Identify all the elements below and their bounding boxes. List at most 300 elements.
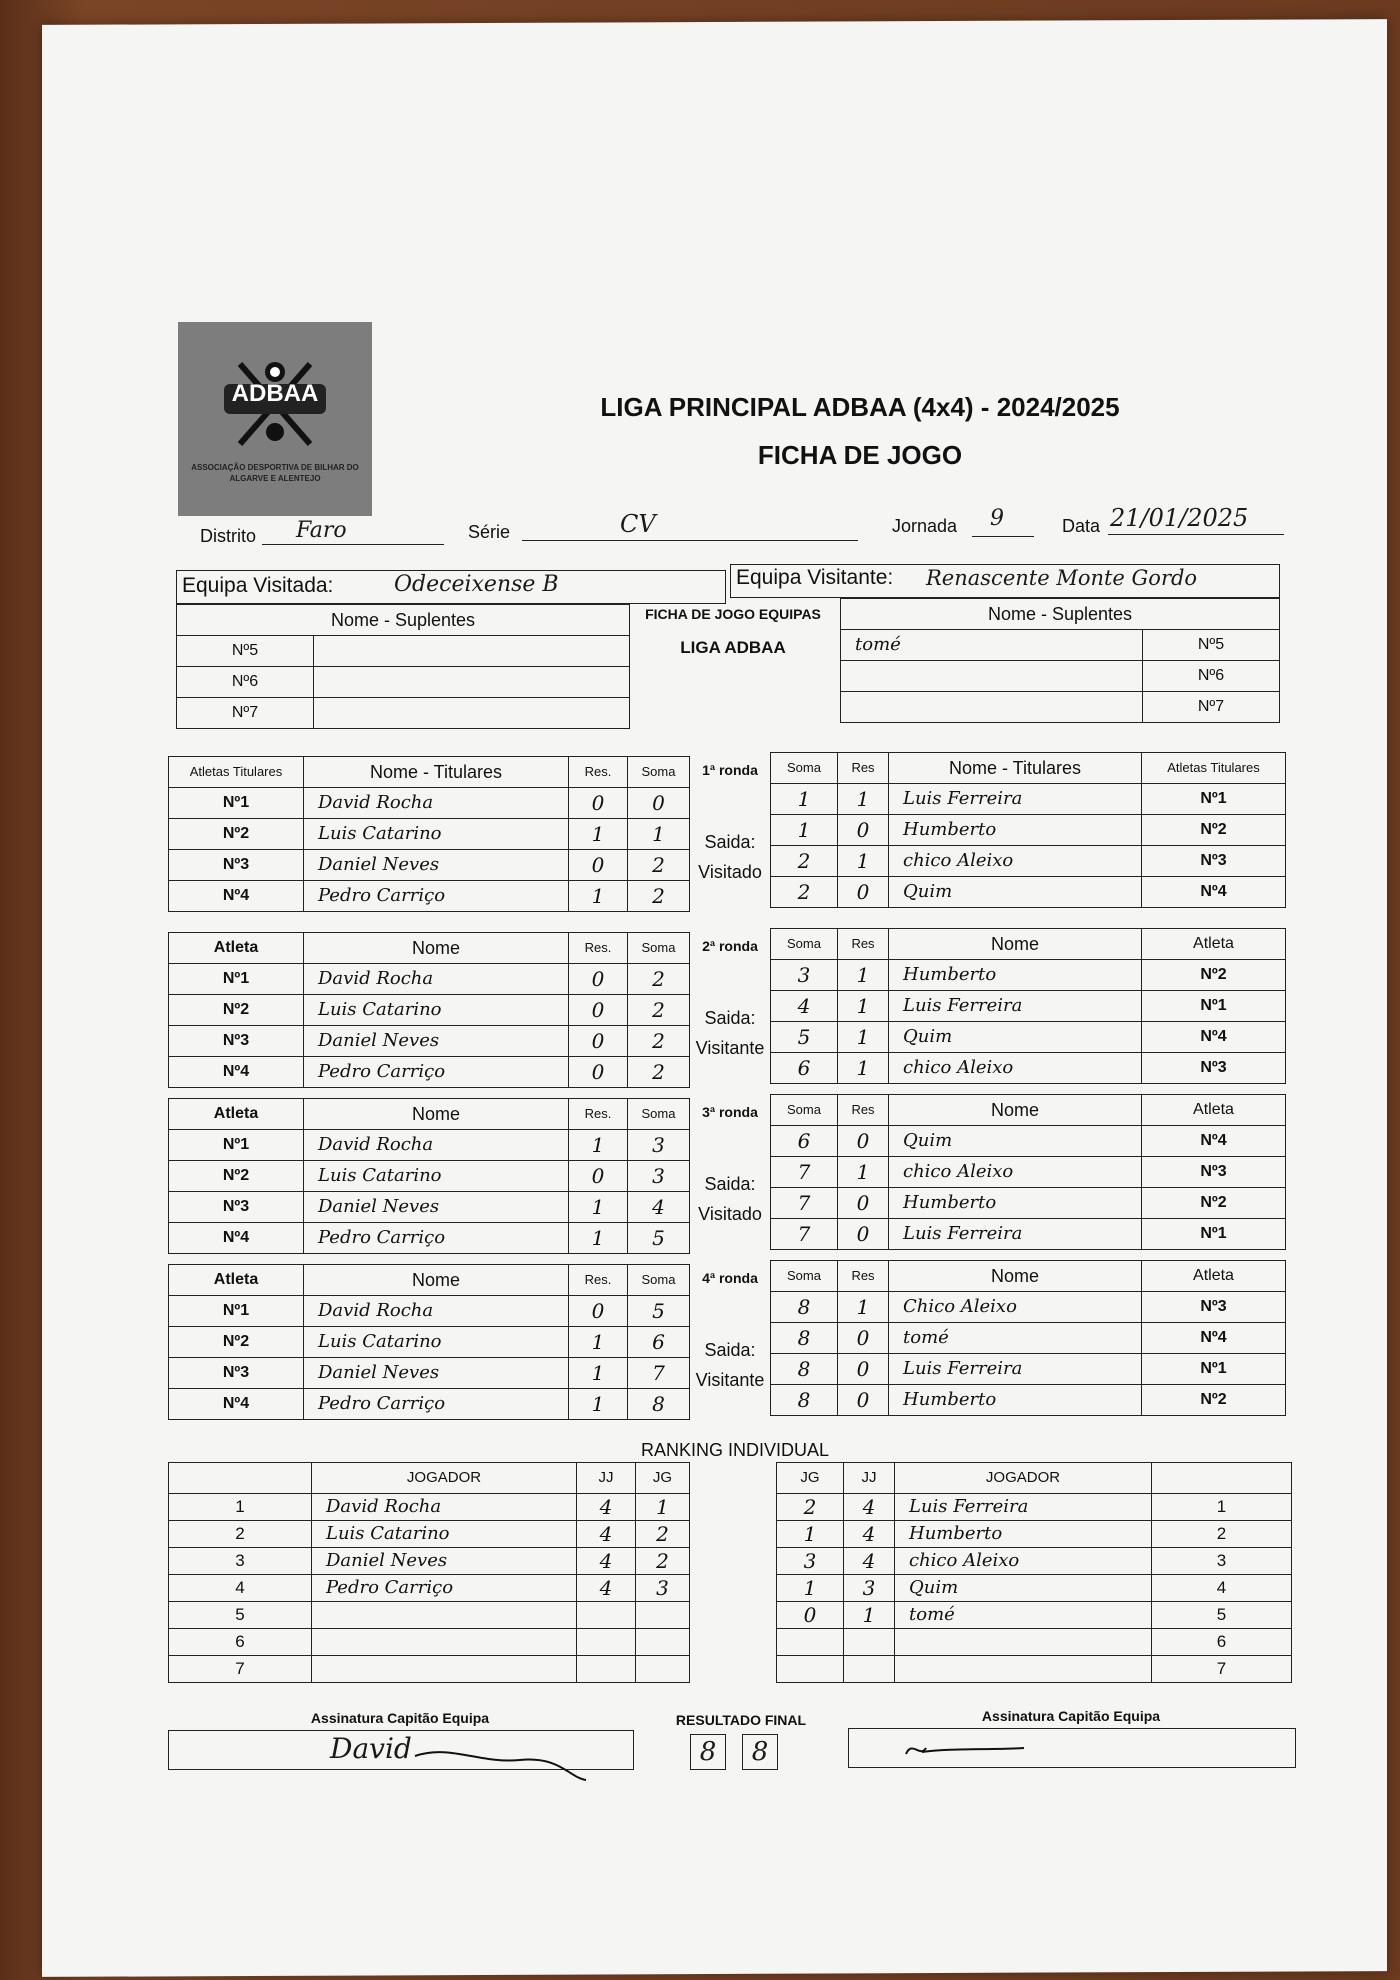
athlete-soma: 6 <box>628 1327 690 1358</box>
player-jg <box>777 1629 844 1656</box>
player-jg: 3 <box>777 1548 844 1575</box>
round-2-visitada-table <box>168 932 690 1088</box>
athlete-res: 1 <box>569 1223 628 1254</box>
player-name: Luis Catarino <box>312 1521 577 1548</box>
player-jj: 4 <box>577 1575 636 1602</box>
serie-label: Série <box>468 522 511 542</box>
table-row <box>169 1192 690 1223</box>
athlete-number: Nº1 <box>169 1296 304 1327</box>
table-row <box>169 850 690 881</box>
table-row <box>169 1656 690 1683</box>
athlete-soma: 7 <box>771 1157 838 1188</box>
equipa-visitada-value: Odeceixense B <box>394 572 559 597</box>
center-label-1: FICHA DE JOGO EQUIPAS <box>645 606 821 622</box>
athlete-soma: 3 <box>771 960 838 991</box>
athlete-res: 1 <box>838 1292 889 1323</box>
suplente-name <box>314 636 630 667</box>
rank-position: 5 <box>169 1602 312 1629</box>
distrito-label: Distrito <box>200 526 257 546</box>
athlete-number: Nº3 <box>1142 846 1286 877</box>
suplente-name <box>314 667 630 698</box>
player-jj: 4 <box>577 1521 636 1548</box>
suplente-name <box>841 692 1143 723</box>
player-name: David Rocha <box>312 1494 577 1521</box>
col-res: Res. <box>569 757 628 788</box>
signature-stroke-left <box>410 1734 590 1784</box>
athlete-name: Humberto <box>889 815 1142 846</box>
table-row <box>771 877 1286 908</box>
athlete-soma: 0 <box>628 788 690 819</box>
col-jj: JJ <box>844 1463 895 1494</box>
col-soma: Soma <box>628 757 690 788</box>
table-row <box>169 1161 690 1192</box>
athlete-number: Nº4 <box>1142 1022 1286 1053</box>
serie-value: CV <box>620 510 656 538</box>
athlete-name: chico Aleixo <box>889 1053 1142 1084</box>
table-row <box>777 1521 1292 1548</box>
col-atleta: Atleta <box>1142 1261 1286 1292</box>
round-label: 1ª ronda <box>702 762 758 778</box>
player-jg: 1 <box>636 1494 690 1521</box>
player-jg: 2 <box>636 1548 690 1575</box>
score-away: 8 <box>742 1734 778 1770</box>
saida-value: Visitante <box>695 1370 765 1390</box>
col-atleta: Atletas Titulares <box>169 757 304 788</box>
sheet-title: FICHA DE JOGO <box>757 440 963 470</box>
suplente-number: Nº5 <box>177 636 314 667</box>
col-nome: Nome <box>889 929 1142 960</box>
athlete-number: Nº4 <box>1142 877 1286 908</box>
player-name: chico Aleixo <box>895 1548 1152 1575</box>
suplentes-visitada-table <box>176 604 630 729</box>
athlete-name: Luis Catarino <box>304 995 569 1026</box>
athlete-name: David Rocha <box>304 964 569 995</box>
col-soma: Soma <box>771 1261 838 1292</box>
athlete-number: Nº4 <box>1142 1126 1286 1157</box>
athlete-res: 0 <box>838 1126 889 1157</box>
table-row <box>169 819 690 850</box>
table-row <box>777 1575 1292 1602</box>
athlete-number: Nº4 <box>169 1057 304 1088</box>
center-label-2: LIGA ADBAA <box>680 638 786 657</box>
saida-label: Saida: <box>704 832 756 852</box>
table-row <box>169 964 690 995</box>
athlete-soma: 7 <box>771 1219 838 1250</box>
table-row <box>771 1053 1286 1084</box>
col-nome: Nome <box>889 1095 1142 1126</box>
player-jg: 0 <box>777 1602 844 1629</box>
col-atleta: Atleta <box>169 933 304 964</box>
col-soma: Soma <box>771 929 838 960</box>
table-row <box>771 1022 1286 1053</box>
rank-position: 4 <box>169 1575 312 1602</box>
table-row <box>771 1126 1286 1157</box>
suplente-name <box>314 698 630 729</box>
athlete-number: Nº4 <box>169 1389 304 1420</box>
resultado-final-label: RESULTADO FINAL <box>675 1712 807 1728</box>
athlete-res: 1 <box>569 1358 628 1389</box>
table-row <box>169 1575 690 1602</box>
table-row <box>771 991 1286 1022</box>
table-row <box>777 1629 1292 1656</box>
rank-position: 2 <box>1152 1521 1292 1548</box>
equipa-visitante-label: Equipa Visitante: <box>736 566 894 589</box>
athlete-name: Quim <box>889 877 1142 908</box>
ranking-visitada-table <box>168 1462 690 1683</box>
athlete-number: Nº4 <box>1142 1323 1286 1354</box>
league-title: LIGA PRINCIPAL ADBAA (4x4) - 2024/2025 <box>600 392 1120 422</box>
rank-position: 6 <box>169 1629 312 1656</box>
player-jg <box>636 1629 690 1656</box>
data-label: Data <box>1062 516 1101 536</box>
table-row <box>169 1026 690 1057</box>
col-atleta: Atleta <box>169 1099 304 1130</box>
athlete-name: Daniel Neves <box>304 1026 569 1057</box>
col-res: Res. <box>569 1099 628 1130</box>
athlete-soma: 8 <box>771 1385 838 1416</box>
athlete-soma: 5 <box>628 1296 690 1327</box>
athlete-soma: 7 <box>628 1358 690 1389</box>
athlete-soma: 2 <box>628 964 690 995</box>
player-jj: 4 <box>844 1521 895 1548</box>
athlete-res: 1 <box>569 881 628 912</box>
round-1-visitante-table <box>770 752 1286 908</box>
player-jg <box>636 1602 690 1629</box>
athlete-number: Nº1 <box>169 1130 304 1161</box>
athlete-soma: 2 <box>771 877 838 908</box>
saida-value: Visitante <box>695 1038 765 1058</box>
athlete-res: 0 <box>838 1188 889 1219</box>
round-4-visitada-table <box>168 1264 690 1420</box>
player-jj <box>577 1656 636 1683</box>
athlete-name: David Rocha <box>304 1296 569 1327</box>
athlete-res: 0 <box>838 1385 889 1416</box>
athlete-number: Nº2 <box>1142 1385 1286 1416</box>
athlete-name: Pedro Carriço <box>304 1389 569 1420</box>
col-atleta: Atletas Titulares <box>1142 753 1286 784</box>
player-jg <box>636 1656 690 1683</box>
saida-label: Saida: <box>704 1340 756 1360</box>
player-name: Quim <box>895 1575 1152 1602</box>
athlete-res: 0 <box>569 1057 628 1088</box>
athlete-name: David Rocha <box>304 1130 569 1161</box>
suplentes-visitante-table <box>840 598 1280 723</box>
rank-position: 6 <box>1152 1629 1292 1656</box>
athlete-soma: 8 <box>771 1323 838 1354</box>
athlete-res: 1 <box>838 991 889 1022</box>
athlete-name: Quim <box>889 1126 1142 1157</box>
athlete-name: Luis Ferreira <box>889 1219 1142 1250</box>
round-4-visitante-table <box>770 1260 1286 1416</box>
athlete-number: Nº3 <box>169 1358 304 1389</box>
round-3-visitante-table <box>770 1094 1286 1250</box>
player-jg <box>777 1656 844 1683</box>
suplente-number: Nº7 <box>177 698 314 729</box>
table-row <box>771 1323 1286 1354</box>
athlete-number: Nº1 <box>1142 1219 1286 1250</box>
athlete-soma: 2 <box>628 1026 690 1057</box>
athlete-name: Luis Ferreira <box>889 784 1142 815</box>
athlete-res: 0 <box>569 1296 628 1327</box>
col-atleta: Atleta <box>1142 929 1286 960</box>
col-nome: Nome <box>304 1099 569 1130</box>
athlete-res: 0 <box>838 1354 889 1385</box>
jornada-label: Jornada <box>892 516 958 536</box>
col-jogador: JOGADOR <box>895 1463 1152 1494</box>
col-soma: Soma <box>771 753 838 784</box>
athlete-soma: 6 <box>771 1053 838 1084</box>
rank-position: 3 <box>169 1548 312 1575</box>
player-jg: 3 <box>636 1575 690 1602</box>
athlete-number: Nº1 <box>169 964 304 995</box>
athlete-res: 0 <box>838 877 889 908</box>
athlete-soma: 8 <box>771 1292 838 1323</box>
col-soma: Soma <box>628 1265 690 1296</box>
athlete-res: 1 <box>569 1192 628 1223</box>
table-row <box>169 1629 690 1656</box>
athlete-number: Nº1 <box>1142 991 1286 1022</box>
athlete-name: Pedro Carriço <box>304 881 569 912</box>
table-row <box>771 960 1286 991</box>
athlete-name: David Rocha <box>304 788 569 819</box>
table-row <box>169 1602 690 1629</box>
col-soma: Soma <box>628 933 690 964</box>
rank-position: 7 <box>1152 1656 1292 1683</box>
athlete-number: Nº2 <box>1142 1188 1286 1219</box>
athlete-name: Daniel Neves <box>304 850 569 881</box>
table-row <box>169 995 690 1026</box>
player-name <box>312 1629 577 1656</box>
score-home: 8 <box>690 1734 726 1770</box>
player-jj: 4 <box>844 1494 895 1521</box>
player-name: Humberto <box>895 1521 1152 1548</box>
athlete-soma: 4 <box>771 991 838 1022</box>
athlete-number: Nº3 <box>1142 1053 1286 1084</box>
suplente-number: Nº7 <box>1143 692 1280 723</box>
athlete-res: 1 <box>569 1389 628 1420</box>
athlete-name: Luis Catarino <box>304 819 569 850</box>
athlete-soma: 5 <box>628 1223 690 1254</box>
rank-position: 1 <box>1152 1494 1292 1521</box>
athlete-soma: 3 <box>628 1161 690 1192</box>
col-res: Res <box>838 753 889 784</box>
athlete-soma: 1 <box>771 784 838 815</box>
table-row <box>169 788 690 819</box>
table-row <box>169 1494 690 1521</box>
athlete-res: 0 <box>569 1026 628 1057</box>
col-nome: Nome <box>889 1261 1142 1292</box>
athlete-number: Nº3 <box>169 1026 304 1057</box>
table-row <box>771 1157 1286 1188</box>
saida-value: Visitado <box>698 862 762 882</box>
col-nome: Nome - Titulares <box>889 753 1142 784</box>
table-row <box>169 1358 690 1389</box>
athlete-number: Nº1 <box>1142 1354 1286 1385</box>
athlete-name: Luis Ferreira <box>889 1354 1142 1385</box>
col-jg: JG <box>636 1463 690 1494</box>
col-soma: Soma <box>628 1099 690 1130</box>
suplente-number: Nº6 <box>1143 661 1280 692</box>
table-row <box>169 1057 690 1088</box>
signature-left: David <box>330 1732 412 1765</box>
suplente-number: Nº5 <box>1143 630 1280 661</box>
athlete-res: 0 <box>838 1219 889 1250</box>
athlete-name: chico Aleixo <box>889 1157 1142 1188</box>
athlete-res: 1 <box>838 784 889 815</box>
saida-label: Saida: <box>704 1174 756 1194</box>
athlete-soma: 3 <box>628 1130 690 1161</box>
equipa-visitada-label: Equipa Visitada: <box>182 574 334 597</box>
athlete-res: 1 <box>838 1022 889 1053</box>
suplente-number: Nº6 <box>177 667 314 698</box>
athlete-res: 1 <box>838 1053 889 1084</box>
athlete-number: Nº2 <box>1142 960 1286 991</box>
athlete-name: Pedro Carriço <box>304 1057 569 1088</box>
player-jj <box>577 1602 636 1629</box>
col-soma: Soma <box>771 1095 838 1126</box>
athlete-number: Nº1 <box>169 788 304 819</box>
player-jj <box>844 1656 895 1683</box>
player-name: tomé <box>895 1602 1152 1629</box>
athlete-name: Humberto <box>889 1385 1142 1416</box>
table-row <box>169 1389 690 1420</box>
athlete-number: Nº2 <box>1142 815 1286 846</box>
athlete-soma: 4 <box>628 1192 690 1223</box>
assinatura-label-right: Assinatura Capitão Equipa <box>981 1708 1161 1724</box>
table-row <box>777 1494 1292 1521</box>
assinatura-label-left: Assinatura Capitão Equipa <box>310 1710 490 1726</box>
table-row <box>777 1656 1292 1683</box>
player-jj <box>577 1629 636 1656</box>
athlete-number: Nº1 <box>1142 784 1286 815</box>
athlete-res: 1 <box>569 819 628 850</box>
athlete-name: Luis Catarino <box>304 1161 569 1192</box>
athlete-res: 0 <box>569 1161 628 1192</box>
athlete-res: 1 <box>838 1157 889 1188</box>
table-row <box>169 1223 690 1254</box>
saida-value: Visitado <box>698 1204 762 1224</box>
rank-position: 4 <box>1152 1575 1292 1602</box>
athlete-res: 0 <box>838 815 889 846</box>
round-label: 4ª ronda <box>702 1270 758 1286</box>
col-res: Res. <box>569 1265 628 1296</box>
table-row <box>169 1296 690 1327</box>
signature-stroke-right <box>900 1734 1030 1764</box>
data-value: 21/01/2025 <box>1110 504 1249 532</box>
col-atleta: Atleta <box>169 1265 304 1296</box>
serie-field <box>522 518 858 541</box>
col-res: Res. <box>569 933 628 964</box>
athlete-name: Humberto <box>889 960 1142 991</box>
athlete-soma: 5 <box>771 1022 838 1053</box>
table-row <box>771 1385 1286 1416</box>
suplente-name <box>841 661 1143 692</box>
player-jj: 4 <box>577 1494 636 1521</box>
athlete-name: Luis Ferreira <box>889 991 1142 1022</box>
table-row <box>771 815 1286 846</box>
athlete-res: 0 <box>569 964 628 995</box>
table-row <box>771 1292 1286 1323</box>
col-atleta: Atleta <box>1142 1095 1286 1126</box>
player-name <box>312 1602 577 1629</box>
athlete-name: tomé <box>889 1323 1142 1354</box>
table-row <box>771 784 1286 815</box>
athlete-res: 0 <box>569 788 628 819</box>
athlete-number: Nº2 <box>169 1327 304 1358</box>
col-jg: JG <box>777 1463 844 1494</box>
athlete-res: 0 <box>569 850 628 881</box>
athlete-soma: 2 <box>628 881 690 912</box>
logo-subtitle: ASSOCIAÇÃO DESPORTIVA DE BILHAR DO ALGARVE E ALENTEJO <box>191 463 359 483</box>
athlete-name: Humberto <box>889 1188 1142 1219</box>
athlete-number: Nº4 <box>169 1223 304 1254</box>
rank-position: 1 <box>169 1494 312 1521</box>
table-row <box>771 846 1286 877</box>
ranking-title: RANKING INDIVIDUAL <box>640 1440 830 1460</box>
round-3-visitada-table <box>168 1098 690 1254</box>
table-row <box>169 1130 690 1161</box>
player-name: Pedro Carriço <box>312 1575 577 1602</box>
athlete-soma: 8 <box>771 1354 838 1385</box>
round-label: 3ª ronda <box>702 1104 758 1120</box>
suplente-name: tomé <box>841 630 1143 661</box>
adbaa-logo <box>178 322 372 516</box>
player-jg: 1 <box>777 1521 844 1548</box>
athlete-name: Daniel Neves <box>304 1192 569 1223</box>
logo-text: ADBAA <box>231 380 319 407</box>
round-label: 2ª ronda <box>702 938 758 954</box>
col-nome: Nome <box>304 933 569 964</box>
player-jg: 2 <box>636 1521 690 1548</box>
rank-position: 3 <box>1152 1548 1292 1575</box>
athlete-number: Nº3 <box>169 1192 304 1223</box>
round-1-visitada-table <box>168 756 690 912</box>
player-name: Daniel Neves <box>312 1548 577 1575</box>
col-jogador: JOGADOR <box>312 1463 577 1494</box>
player-jj <box>844 1629 895 1656</box>
distrito-value: Faro <box>296 518 347 543</box>
suplentes-header: Nome - Suplentes <box>841 599 1280 630</box>
athlete-res: 1 <box>838 846 889 877</box>
saida-label: Saida: <box>704 1008 756 1028</box>
player-name: Luis Ferreira <box>895 1494 1152 1521</box>
player-jg: 1 <box>777 1575 844 1602</box>
athlete-soma: 2 <box>771 846 838 877</box>
athlete-name: Chico Aleixo <box>889 1292 1142 1323</box>
col-res: Res <box>838 1095 889 1126</box>
table-row <box>169 1521 690 1548</box>
athlete-soma: 2 <box>628 850 690 881</box>
table-row <box>771 1188 1286 1219</box>
distrito-field <box>262 522 444 545</box>
athlete-res: 1 <box>569 1327 628 1358</box>
player-jj: 4 <box>844 1548 895 1575</box>
athlete-number: Nº3 <box>169 850 304 881</box>
table-row <box>777 1548 1292 1575</box>
athlete-soma: 8 <box>628 1389 690 1420</box>
athlete-soma: 1 <box>771 815 838 846</box>
athlete-name: Luis Catarino <box>304 1327 569 1358</box>
athlete-number: Nº2 <box>169 819 304 850</box>
athlete-number: Nº4 <box>169 881 304 912</box>
player-name <box>312 1656 577 1683</box>
athlete-res: 1 <box>569 1130 628 1161</box>
player-jj: 4 <box>577 1548 636 1575</box>
athlete-soma: 2 <box>628 995 690 1026</box>
col-nome: Nome - Titulares <box>304 757 569 788</box>
athlete-soma: 2 <box>628 1057 690 1088</box>
table-row <box>771 1219 1286 1250</box>
